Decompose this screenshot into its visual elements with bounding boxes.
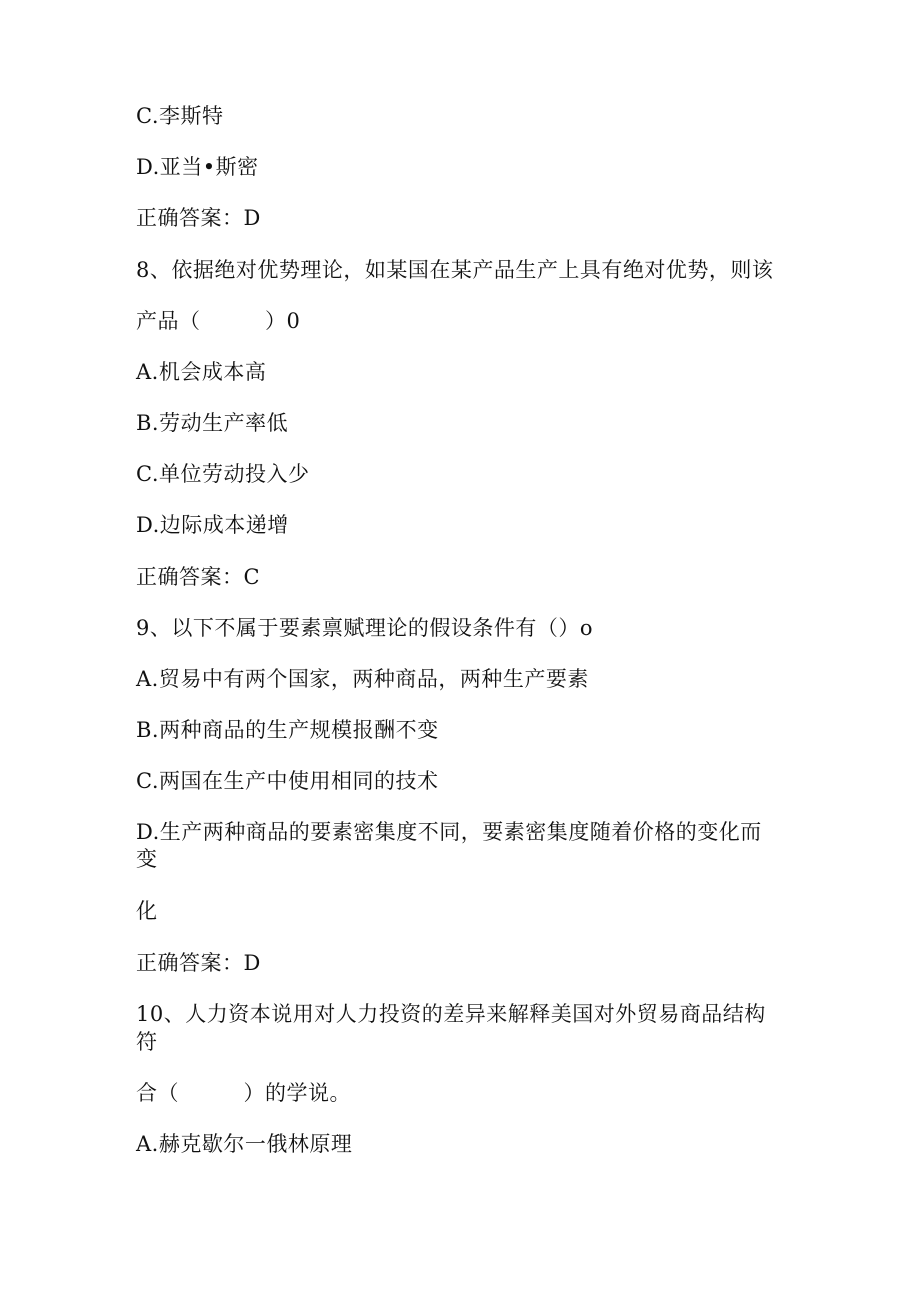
question-9: 9、以下不属于要素禀赋理论的假设条件有（）o bbox=[136, 616, 594, 640]
option-c-q9: C.两国在生产中使用相同的技术 bbox=[136, 769, 439, 793]
option-a-q10: A.赫克歇尔一俄林原理 bbox=[136, 1132, 353, 1156]
option-a-q9: A.贸易中有两个国家，两种商品，两种生产要素 bbox=[136, 667, 589, 691]
option-a-q8: A.机会成本高 bbox=[136, 360, 267, 384]
answer-q8: 正确答案：C bbox=[136, 565, 261, 589]
option-b-q8: B.劳动生产率低 bbox=[136, 411, 289, 435]
question-10-line-1: 10、人力资本说用对人力投资的差异来解释美国对外贸易商品结构 bbox=[136, 1002, 766, 1026]
option-c-q7: C.李斯特 bbox=[136, 104, 224, 128]
answer-q7: 正确答案：D bbox=[136, 206, 261, 230]
option-d-q9-line-1: D.生产两种商品的要素密集度不同，要素密集度随着价格的变化而 bbox=[136, 820, 762, 844]
option-d-q7: D.亚当•斯密 bbox=[136, 155, 259, 179]
option-d-q9-line-2: 变 bbox=[136, 847, 158, 871]
question-8-line-2: 产品（ ）0 bbox=[136, 309, 301, 333]
question-10-line-2: 符 bbox=[136, 1030, 158, 1054]
answer-q9: 正确答案：D bbox=[136, 951, 261, 975]
option-d-q8: D.边际成本递增 bbox=[136, 513, 289, 537]
option-d-q9-line-3: 化 bbox=[136, 899, 158, 923]
option-b-q9: B.两种商品的生产规模报酬不变 bbox=[136, 718, 439, 742]
option-c-q8: C.单位劳动投入少 bbox=[136, 462, 310, 486]
question-10-line-3: 合（ ）的学说。 bbox=[136, 1081, 351, 1105]
question-8-line-1: 8、依据绝对优势理论，如某国在某产品生产上具有绝对优势，则该 bbox=[136, 258, 774, 282]
